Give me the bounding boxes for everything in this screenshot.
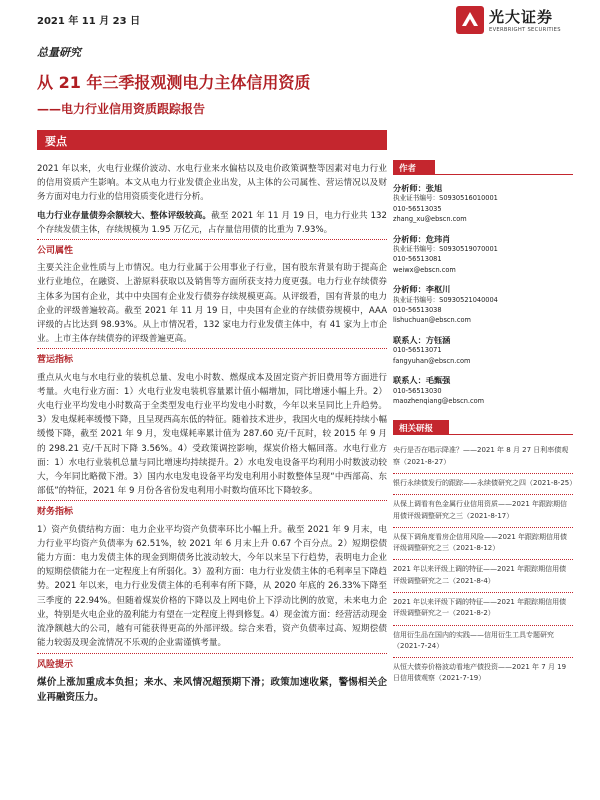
finance-heading: 财务指标 (37, 507, 74, 518)
sidebar (393, 152, 577, 690)
related-report-item[interactable]: 信用衍生品在国内的实践——信用衍生工具专题研究（2021-7-24） (393, 626, 573, 659)
related-reports-list (393, 441, 577, 689)
analyst-phone: 010-56513081 (393, 255, 442, 264)
contact-name: 方钰涵 (425, 334, 451, 345)
risk-paragraph: 煤价上涨加重成本负担；来水、来风情况超预期下滑；政策加速收紧，警惕相关企业再融资压力。 (37, 676, 387, 703)
analyst-name: 危玮肖 (425, 233, 451, 244)
contact-email[interactable]: fangyuhan@ebscn.com (393, 356, 471, 365)
contact-name: 毛甄强 (425, 375, 451, 386)
related-report-item[interactable]: 2021 年以来评级上调的特征——2021 年跟踪期信用债评级调整研究之二（2021-8-4） (393, 560, 573, 593)
analyst-cert: 执业证书编号：S0930516010001 (393, 194, 498, 203)
related-report-item[interactable]: 央行是否在唱示降准？——2021 年 8 月 27 日利率债观察（2021-8-27） (393, 441, 573, 474)
intro-paragraph: 2021 年以来，火电行业煤价波动、水电行业来水偏枯以及电价政策调整等因素对电力行业的信用资质产生影响。本文从电力行业发债企业出发，从主体的公司属性、营运情况以及财务方面对电力行业的信用资质变化进行分析。 (37, 164, 387, 203)
operation-paragraph: 重点从火电与水电行业的装机总量、发电小时数、燃煤成本及固定资产折旧费用等方面进行考量。火电行业方面：1）火电行业发电装机容量累计值小幅增加，同比增速小幅上升。2）火电行业平均发电小时数高于全类型发电行业平均发电小时数，今年以来呈同比上升趋势。3）发电煤耗率缓慢下降，且呈现西高东低的特征。随着技术进步，我国火电的煤耗持续小幅缓慢下降，截至 2021 年 9 月，发电煤耗率累计值为 287.60 克/千瓦时，较 2015 年 9 月的 298.21 克/千瓦时下降 3.56%。4）受政策调控影响，煤炭价格大幅回落。水电行业方面：1）水电行业装机总量与同比增速均持续提升。2）水电发电设备平均利用小时数波动较大，今年同比略微下滑。3）国内水电发电设备平均发电利用小时数整体呈现“中西部高、东部低”的特征，2021 年 9 月份各省份发电利用小时数均值环比下降较多。 (37, 372, 387, 497)
related-heading: 相关研报 (393, 420, 449, 434)
report-title: 从 21 年三季报观测电力主体信用资质 (37, 73, 311, 92)
related-report-item[interactable]: 银行永续债发行的跟踪——永续债研究之四（2021-8-25） (393, 474, 573, 495)
company-logo (456, 4, 588, 40)
contact-role: 联系人： (393, 334, 426, 345)
report-date: 2021 年 11 月 23 日 (37, 16, 141, 27)
analyst-card (393, 284, 573, 326)
company-heading: 公司属性 (37, 246, 74, 257)
bond-paragraph (37, 209, 387, 237)
intro-block (37, 162, 387, 240)
analyst-email[interactable]: weiwx@ebscn.com (393, 265, 456, 274)
report-subtitle: ——电力行业信用资质跟踪报告 (37, 102, 206, 116)
authors-heading: 作者 (393, 160, 435, 174)
contact-card (393, 335, 573, 366)
related-report-item[interactable]: 2021 年以来评级下调的特征——2021 年跟踪期信用债评级调整研究之一（2021-8-2） (393, 593, 573, 626)
main-content (37, 162, 387, 705)
key-points-label: 要点 (45, 135, 67, 148)
analyst-role: 分析师： (393, 284, 426, 295)
analyst-email[interactable]: lishuchuan@ebscn.com (393, 316, 471, 325)
logo-mark-icon (456, 6, 484, 34)
related-header (393, 420, 573, 435)
finance-section (37, 505, 387, 653)
logo-text-cn: 光大证券 (489, 8, 554, 26)
analyst-name: 张旭 (425, 183, 443, 193)
analyst-cert: 执业证书编号：S0930521040004 (393, 295, 498, 304)
authors-header (393, 160, 573, 175)
analyst-card (393, 183, 573, 225)
contact-phone: 010-56513030 (393, 386, 442, 395)
analyst-email[interactable]: zhang_xu@ebscn.com (393, 215, 467, 224)
company-section (37, 244, 387, 349)
analyst-cert: 执业证书编号：S0930519070001 (393, 245, 498, 254)
related-report-item[interactable]: 从保下调角度看房企信用风险——2021 年跟踪期信用债评级调整研究之三（2021-8-12） (393, 528, 573, 561)
analyst-name: 李枢川 (425, 284, 451, 295)
related-report-item[interactable]: 从保上调看有色金属行业信用资质——2021 年跟踪期信用债评级调整研究之三（2021-8-17） (393, 495, 573, 528)
risk-section (37, 658, 387, 705)
contact-phone: 010-56513071 (393, 346, 442, 355)
company-paragraph: 主要关注企业性质与上市情况。电力行业属于公用事业子行业，国有股东背景有助于提高企业行业地位，在融资、上游原料获取以及销售等方面所获支持力度更强。电力行业存续债券主体多为国有企业，其中中央国有企业发行债券存续规模更高。从评级看，国有背景的电力企业的评级普遍较高。截至 2021 年 11 月 19 日，中央国有企业的存续债券规模中，AAA 评级的占比达到 98.93%。从上市情况看，132 家电力行业发债主体中，有 41 家为上市企业。上市主体存续债券的评级普遍更高。 (37, 263, 387, 345)
finance-paragraph: 1）资产负债结构方面：电力企业平均资产负债率环比小幅上升。截至 2021 年 9 月末，电力行业平均资产负债率为 62.51%，较 2021 年 6 月末上升 0.67 个百分点。2）短期偿债能力方面：电力发债主体的现金到期债务比波动较大，今年以来呈下行趋势，表明电力企业的短期偿债能力在一定程度上有所弱化。3）盈利方面：电力行业发债主体的毛利率呈下降趋势。2021 年以来，电力行业发债主体的毛利率有所下降，从 2020 年底的 26.33%下降至三季度的 22.94%。但随着煤炭价格的下降以及上网电价上下浮动比例的放宽，未来电力企业，特别是火电企业的盈利能力有望在一定程度上得到修复。4）现金流方面：经营活动现金流净额越大的公司，越有可能获得更高的外部评级。综合来看，资产负债率过高、短期偿债能力较弱及现金流情况不乐观的企业需谨慎考量。 (37, 524, 387, 649)
bond-text: 截至 2021 年 11 月 19 日，电力行业共 132 个存续发债主体，存续规模为 1.95 万亿元，占存量信用债的比重为 7.93%。 (37, 210, 387, 235)
bond-lead: 电力行业存量债券余额较大、整体评级较高。 (37, 210, 212, 221)
report-category: 总量研究 (37, 46, 81, 59)
contact-email[interactable]: maozhenqiang@ebscn.com (393, 396, 485, 405)
analyst-phone: 010-56513038 (393, 306, 442, 315)
key-points-bar (37, 130, 387, 150)
operation-heading: 营运指标 (37, 355, 74, 366)
analyst-role: 分析师： (393, 233, 426, 244)
related-report-item[interactable]: 从恒大债券价格波动看地产债投资——2021 年 7 月 19 日信用债观察（2021-7-19） (393, 663, 567, 683)
analyst-role: 分析师： (393, 183, 426, 193)
logo-text-en: EVERBRIGHT SECURITIES (489, 27, 561, 33)
analyst-phone: 010-56513035 (393, 204, 442, 213)
operation-section (37, 353, 387, 501)
contact-role: 联系人： (393, 375, 426, 386)
risk-heading: 风险提示 (37, 659, 74, 670)
contact-card (393, 375, 573, 406)
analyst-card (393, 234, 573, 276)
